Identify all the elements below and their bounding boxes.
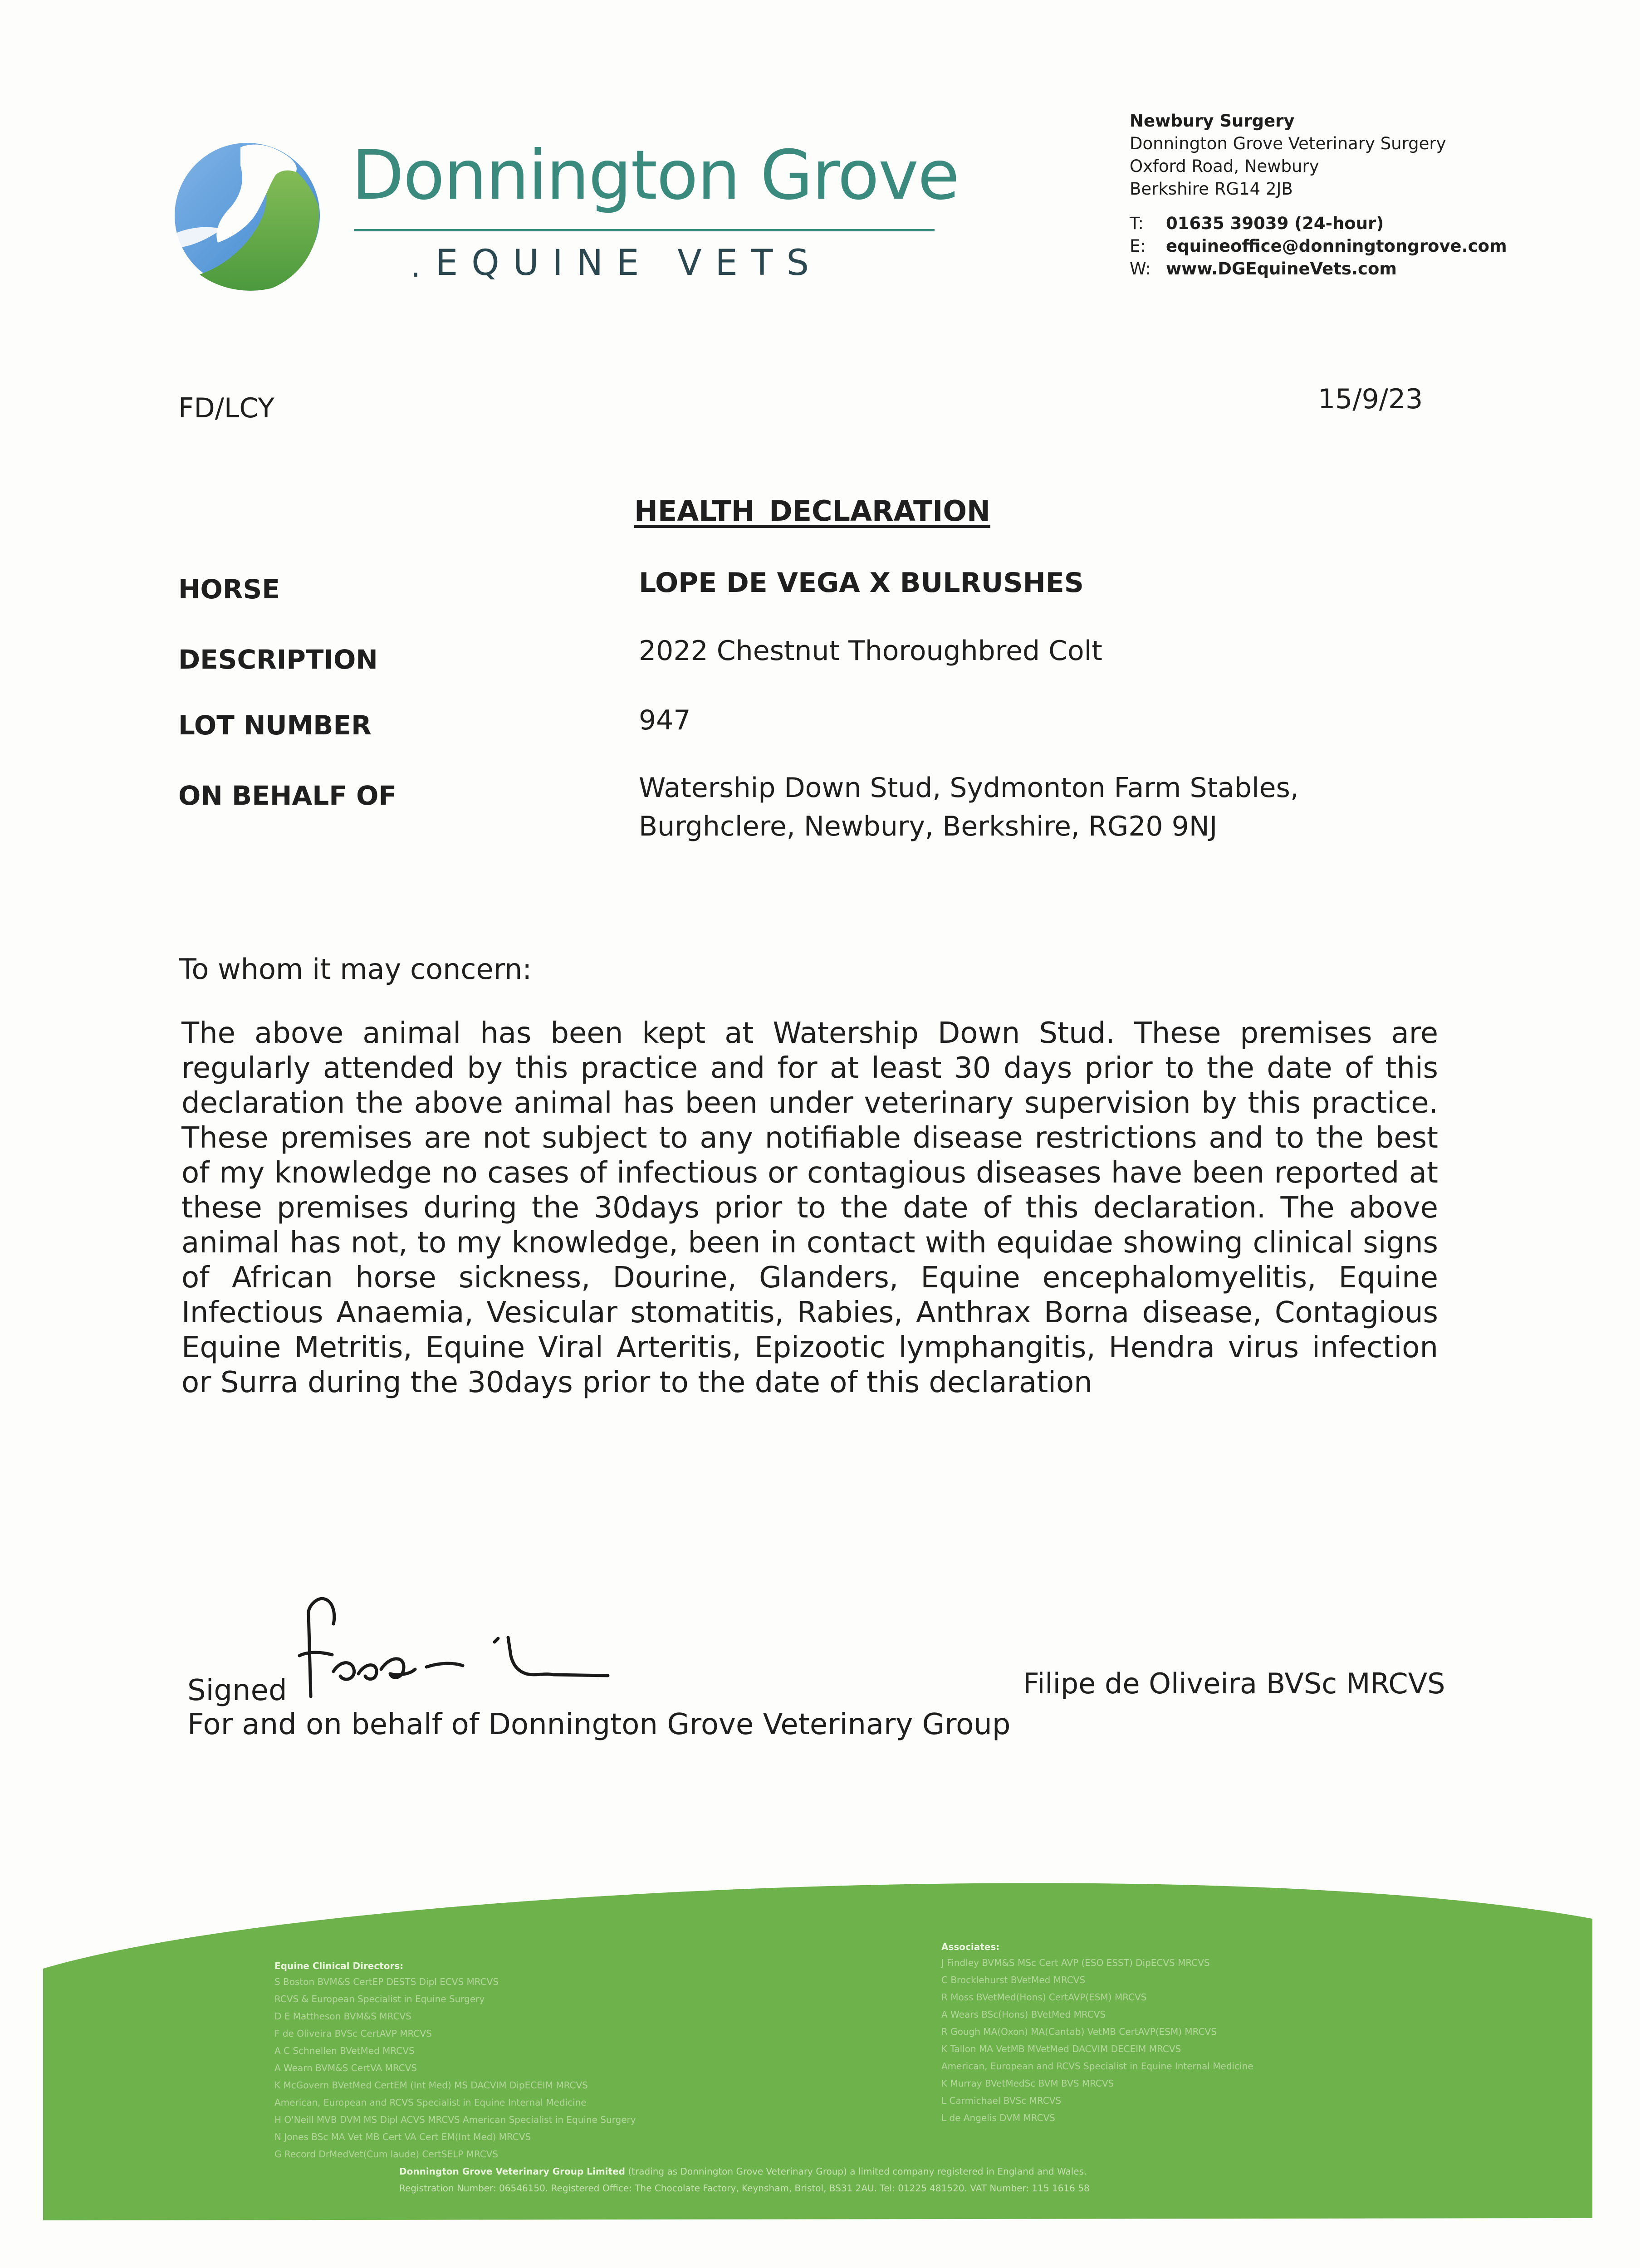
- address-line: Oxford Road, Newbury: [1130, 156, 1319, 176]
- document-title: HEALTH DECLARATION: [634, 494, 990, 528]
- lot-number-label: LOT NUMBER: [178, 710, 372, 741]
- director-entry: G Record DrMedVet(Cum laude) CertSELP MRCVS: [274, 2149, 499, 2160]
- associate-entry: L de Angelis DVM MRCVS: [941, 2112, 1055, 2123]
- directors-heading: Equine Clinical Directors:: [274, 1960, 404, 1971]
- brand-name: Donnington Grove: [352, 136, 959, 215]
- on-behalf-statement: For and on behalf of Donnington Grove Veterinary Group: [187, 1708, 1011, 1741]
- email-address: equineoffice@donningtongrove.com: [1166, 236, 1507, 256]
- company-name: Donnington Grove Veterinary Group Limited: [399, 2166, 625, 2177]
- company-registration: Registration Number: 06546150. Registered Office: The Chocolate Factory, Keynsham, Bristol, BS31 2AU. Tel: 01225 481520. VAT Number: 115 1616 58: [399, 2183, 1090, 2194]
- phone-number: 01635 39039 (24-hour): [1166, 214, 1384, 233]
- on-behalf-line: Watership Down Stud, Sydmonton Farm Stables,: [639, 772, 1299, 804]
- description-value: 2022 Chestnut Thoroughbred Colt: [639, 635, 1102, 667]
- director-entry: American, European and RCVS Specialist in Equine Internal Medicine: [274, 2097, 587, 2108]
- horse-label: HORSE: [178, 574, 280, 605]
- surgery-address: [1130, 110, 1446, 200]
- brand-divider: [354, 229, 935, 231]
- signed-label: Signed: [187, 1674, 287, 1707]
- letter-date: 15/9/23: [1318, 383, 1423, 415]
- description-label: DESCRIPTION: [178, 644, 378, 675]
- associate-entry: K Tallon MA VetMB MVetMed DACVIM DECEIM MRCVS: [941, 2043, 1181, 2054]
- director-entry: A C Schnellen BVetMed MRCVS: [274, 2045, 415, 2056]
- director-entry: F de Oliveira BVSc CertAVP MRCVS: [274, 2028, 432, 2039]
- website-row: W: www.DGEquineVets.com: [1130, 259, 1397, 279]
- address-line: Berkshire RG14 2JB: [1130, 179, 1293, 199]
- company-trading: (trading as Donnington Grove Veterinary Group) a limited company registered in England and Wales.: [628, 2166, 1087, 2177]
- director-entry: RCVS & European Specialist in Equine Surgery: [274, 1994, 485, 2004]
- address-line: Donnington Grove Veterinary Surgery: [1130, 134, 1446, 153]
- on-behalf-label: ON BEHALF OF: [178, 780, 397, 811]
- declaration-text: The above animal has been kept at Watership Down Stud. These premises are regularly attended by this practice and for at least 30 days prior to the date of this declaration the above animal has been under veterinary supervision by this practice. These premises are not subject to any notifiable disease restrictions and to the best of my knowledge no cases of infectious or contagious diseases have been reported at these premises during the 30days prior to the date of this declaration. The above animal has not, to my knowledge, been in contact with equidae showing clinical signs of African horse sickness, Dourine, Glanders, Equine encephalomyelitis, Equine Infectious Anaemia, Vesicular stomatitis, Rabies, Anthrax Borna disease, Contagious Equine Metritis, Equine Viral Arteritis, Epizootic lymphangitis, Hendra virus infection or Surra during the 30days prior to the date of this declaration: [181, 1017, 1438, 1399]
- brand-subtitle: EQUINE VETS: [436, 243, 822, 284]
- brand-dot-icon: .: [411, 247, 421, 284]
- director-entry: N Jones BSc MA Vet MB Cert VA Cert EM(Int Med) MRCVS: [274, 2131, 531, 2142]
- director-entry: A Wearn BVM&S CertVA MRCVS: [274, 2063, 417, 2073]
- associates-heading: Associates:: [941, 1941, 1000, 1952]
- associate-entry: J Findley BVM&S MSc Cert AVP (ESO ESST) DipECVS MRCVS: [941, 1957, 1210, 1968]
- company-legal-line: [399, 2166, 1087, 2177]
- associate-entry: L Carmichael BVSc MRCVS: [941, 2095, 1062, 2106]
- director-entry: K McGovern BVetMed CertEM (Int Med) MS DACVIM DipECEIM MRCVS: [274, 2080, 588, 2091]
- donnington-grove-logo-icon: [172, 138, 322, 293]
- horse-value: LOPE DE VEGA X BULRUSHES: [639, 567, 1084, 599]
- director-entry: H O'Neill MVB DVM MS Dipl ACVS MRCVS American Specialist in Equine Surgery: [274, 2114, 636, 2125]
- reference-code: FD/LCY: [178, 392, 274, 424]
- phone-row: T: 01635 39039 (24-hour): [1130, 214, 1384, 233]
- email-row: E: equineoffice@donningtongrove.com: [1130, 236, 1507, 256]
- director-entry: S Boston BVM&S CertEP DESTS Dipl ECVS MRCVS: [274, 1976, 499, 1987]
- associate-entry: R Gough MA(Oxon) MA(Cantab) VetMB CertAVP(ESM) MRCVS: [941, 2026, 1217, 2037]
- associate-entry: C Brocklehurst BVetMed MRCVS: [941, 1975, 1086, 1985]
- directors-list: [274, 1973, 636, 2163]
- associate-entry: American, European and RCVS Specialist in Equine Internal Medicine: [941, 2061, 1253, 2072]
- surgery-name: Newbury Surgery: [1130, 111, 1295, 131]
- associates-list: [941, 1954, 1253, 2126]
- associate-entry: K Murray BVetMedSc BVM BVS MRCVS: [941, 2078, 1114, 2089]
- veterinarian-name: Filipe de Oliveira BVSc MRCVS: [1023, 1667, 1445, 1700]
- footer-band: [0, 1860, 1640, 2268]
- contact-block: [1130, 212, 1507, 280]
- salutation: To whom it may concern:: [179, 953, 532, 986]
- associate-entry: A Wears BSc(Hons) BVetMed MRCVS: [941, 2009, 1106, 2020]
- website-url: www.DGEquineVets.com: [1166, 259, 1397, 279]
- on-behalf-line: Burghclere, Newbury, Berkshire, RG20 9NJ: [639, 811, 1218, 842]
- director-entry: D E Mattheson BVM&S MRCVS: [274, 2011, 411, 2022]
- handwritten-signature: [290, 1588, 644, 1724]
- lot-number-value: 947: [639, 704, 691, 736]
- associate-entry: R Moss BVetMed(Hons) CertAVP(ESM) MRCVS: [941, 1992, 1147, 2003]
